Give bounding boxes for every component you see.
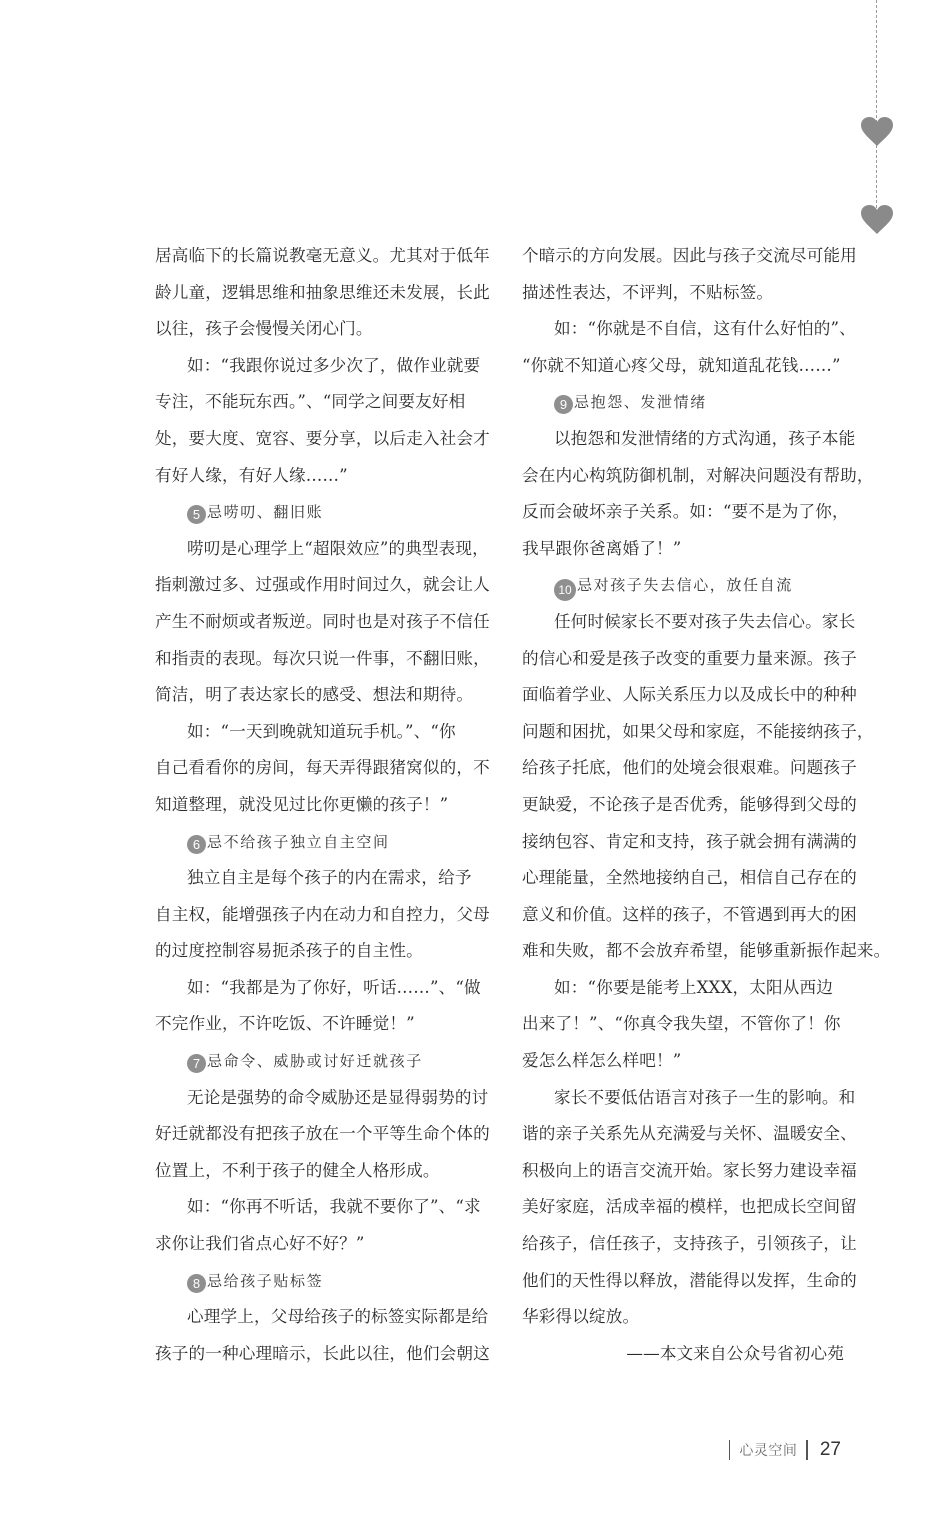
section-number-badge: 8 [187, 1274, 206, 1293]
text-line: 指刺激过多、过强或作用时间过久，就会让人 [155, 575, 490, 595]
text-line: 反而会破坏亲子关系。如：“要不是为了你， [522, 502, 849, 522]
section-title: 忌命令、威胁或讨好迁就孩子 [207, 1052, 423, 1071]
right-column [522, 238, 891, 1372]
footer-section-name: 心灵空间 [739, 1443, 798, 1459]
text-line: 自主权，能增强孩子内在动力和自控力，父母 [155, 904, 490, 924]
section-number-badge: 5 [187, 505, 206, 524]
text-line: 接纳包容、肯定和支持，孩子就会拥有满满的 [522, 831, 857, 851]
text-line: 好迁就都没有把孩子放在一个平等生命个体的 [155, 1124, 490, 1144]
example-line: 如：“你再不听话，我就不要你了”、“求 [187, 1197, 481, 1217]
text-line: 产生不耐烦或者叛逆。同时也是对孩子不信任 [155, 611, 490, 631]
section-heading-6 [155, 824, 477, 861]
section-number-badge: 10 [554, 579, 576, 601]
example-line: 知道整理，就没见过比你更懒的孩子！” [155, 794, 449, 814]
text-line: 问题和困扰，如果父母和家庭，不能接纳孩子， [522, 721, 874, 741]
text-line: 的过度控制容易扼杀孩子的自主性。 [155, 941, 423, 961]
text-line: 无论是强势的命令威胁还是显得弱势的讨 [187, 1087, 489, 1107]
example-line: 求你让我们省点心好不好？” [155, 1234, 365, 1254]
example-line: 如：“我都是为了你好，听话……”、“做 [187, 977, 481, 997]
left-column [155, 238, 490, 1372]
text-line: 龄儿童，逻辑思维和抽象思维还未发展，长此 [155, 282, 490, 302]
section-number-badge: 7 [187, 1054, 206, 1073]
text-line: 的信心和爱是孩子改变的重要力量来源。孩子 [522, 648, 857, 668]
section-title: 忌抱怨、发泄情绪 [574, 393, 707, 412]
heart-icon [860, 203, 894, 237]
text-line: 难和失败，都不会放弃希望，能够重新振作起来。 [522, 941, 891, 961]
text-line: 美好家庭，活成幸福的模样，也把成长空间留 [522, 1197, 857, 1217]
section-heading-7 [155, 1043, 477, 1080]
section-title: 忌唠叨、翻旧账 [207, 503, 324, 522]
section-title: 忌不给孩子独立自主空间 [207, 832, 390, 851]
example-line: 爱怎么样怎么样吧！” [522, 1051, 682, 1071]
text-line: 任何时候家长不要对孩子失去信心。家长 [554, 611, 856, 631]
example-line: 不完作业，不许吃饭、不许睡觉！” [155, 1014, 415, 1034]
text-line: 给孩子托底，他们的处境会很艰难。问题孩子 [522, 758, 857, 778]
footer-divider [729, 1440, 731, 1460]
section-number-badge: 9 [554, 395, 573, 414]
example-line: 专注，不能玩东西。”、“同学之间要友好相 [155, 392, 466, 412]
page-footer [729, 1436, 841, 1464]
text-line: 以往，孩子会慢慢关闭心门。 [155, 319, 373, 339]
section-number-badge: 6 [187, 835, 206, 854]
example-line: “你就不知道心疼父母，就知道乱花钱……” [522, 355, 841, 375]
heart-icon [860, 115, 894, 149]
example-line: 如：“你就是不自信，这有什么好怕的”、 [554, 319, 856, 339]
example-line: 出来了！”、“你真令我失望，不管你了！你 [522, 1014, 841, 1034]
text-line: 华彩得以绽放。 [522, 1307, 640, 1327]
footer-divider [806, 1440, 808, 1460]
text-line: 独立自主是每个孩子的内在需求，给予 [187, 868, 472, 888]
page-number: 27 [819, 1439, 841, 1460]
text-line: 会在内心构筑防御机制，对解决问题没有帮助， [522, 465, 874, 485]
text-line: 个暗示的方向发展。因此与孩子交流尽可能用 [522, 246, 857, 265]
text-line: 和指责的表现。每次只说一件事，不翻旧账， [155, 648, 490, 668]
text-line: 积极向上的语言交流开始。家长努力建设幸福 [522, 1160, 857, 1180]
text-line: 心理能量，全然地接纳自己，相信自己存在的 [522, 868, 857, 888]
example-line: 有好人缘，有好人缘……” [155, 465, 348, 485]
section-heading-8 [155, 1263, 477, 1300]
text-line: 他们的天性得以释放，潜能得以发挥，生命的 [522, 1270, 857, 1290]
text-line: 居高临下的长篇说教毫无意义。尤其对于低年 [155, 246, 490, 265]
text-line: 面临着学业、人际关系压力以及成长中的种种 [522, 685, 857, 705]
example-line: 处，要大度、宽容、要分享，以后走入社会才 [155, 428, 490, 448]
text-line: 心理学上，父母给孩子的标签实际都是给 [187, 1307, 489, 1327]
example-line: 自己看看你的房间，每天弄得跟猪窝似的，不 [155, 758, 490, 778]
section-heading-9 [522, 384, 844, 421]
section-heading-5 [155, 494, 477, 531]
text-line: 家长不要低估语言对孩子一生的影响。和 [554, 1087, 856, 1107]
example-line: 如：“一天到晚就知道玩手机。”、“你 [187, 721, 456, 741]
example-line: 如：“你要是能考上XXX，太阳从西边 [554, 977, 833, 997]
text-line: 位置上，不利于孩子的健全人格形成。 [155, 1160, 440, 1180]
text-line: 谐的亲子关系先从充满爱与关怀、温暖安全、 [522, 1124, 857, 1144]
text-line: 以抱怨和发泄情绪的方式沟通，孩子本能 [554, 428, 856, 448]
text-line: 孩子的一种心理暗示，长此以往，他们会朝这 [155, 1343, 490, 1363]
text-line: 描述性表达，不评判，不贴标签。 [522, 282, 774, 302]
source-attribution: ——本文来自公众号省初心苑 [626, 1343, 844, 1363]
text-line: 唠叨是心理学上“超限效应”的典型表现， [187, 538, 489, 558]
section-heading-10 [522, 567, 844, 604]
text-line: 我早跟你爸离婚了！” [522, 538, 682, 558]
example-line: 如：“我跟你说过多少次了，做作业就要 [187, 355, 481, 375]
text-line: 更缺爱，不论孩子是否优秀，能够得到父母的 [522, 794, 857, 814]
section-title: 忌对孩子失去信心，放任自流 [577, 576, 793, 595]
dashed-vertical-rule [876, 0, 877, 228]
text-line: 给孩子，信任孩子，支持孩子，引领孩子，让 [522, 1234, 857, 1254]
text-line: 简洁，明了表达家长的感受、想法和期待。 [155, 685, 474, 705]
text-line: 意义和价值。这样的孩子，不管遇到再大的困 [522, 904, 857, 924]
section-title: 忌给孩子贴标签 [207, 1271, 324, 1290]
